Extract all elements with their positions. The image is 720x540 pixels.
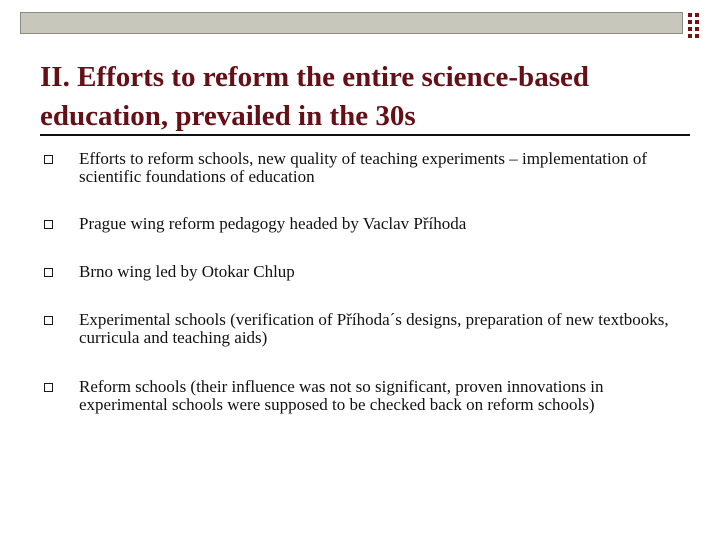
bullet-text: Reform schools (their influence was not so significant, proven innovations in experimental schools were supposed to be checked back on reform schools) (79, 377, 604, 414)
hollow-square-icon (44, 268, 53, 277)
hollow-square-icon (44, 220, 53, 229)
corner-square-icon (694, 19, 700, 25)
corner-square-icon (694, 26, 700, 32)
bullet-text: Prague wing reform pedagogy headed by Vaclav Příhoda (79, 214, 467, 233)
title-divider (40, 134, 690, 136)
bullet-text: Brno wing led by Otokar Chlup (79, 262, 295, 281)
bullet-text: Efforts to reform schools, new quality of teaching experiments – implementation of scientific foundations of education (79, 149, 648, 186)
corner-square-icon (694, 33, 700, 39)
hollow-square-icon (44, 155, 53, 164)
corner-square-icon (687, 26, 693, 32)
corner-square-icon (687, 33, 693, 39)
corner-square-icon (694, 12, 700, 18)
hollow-square-icon (44, 383, 53, 392)
hollow-square-icon (44, 316, 53, 325)
corner-square-icon (687, 19, 693, 25)
corner-square-icon (687, 12, 693, 18)
corner-squares-decoration (687, 12, 701, 40)
slide-title: II. Efforts to reform the entire science-based education, prevailed in the 30s (40, 61, 589, 132)
bullet-text: Experimental schools (verification of Příhoda´s designs, preparation of new textbooks, curricula and teaching aids) (79, 310, 669, 347)
top-decorative-band (20, 12, 683, 34)
